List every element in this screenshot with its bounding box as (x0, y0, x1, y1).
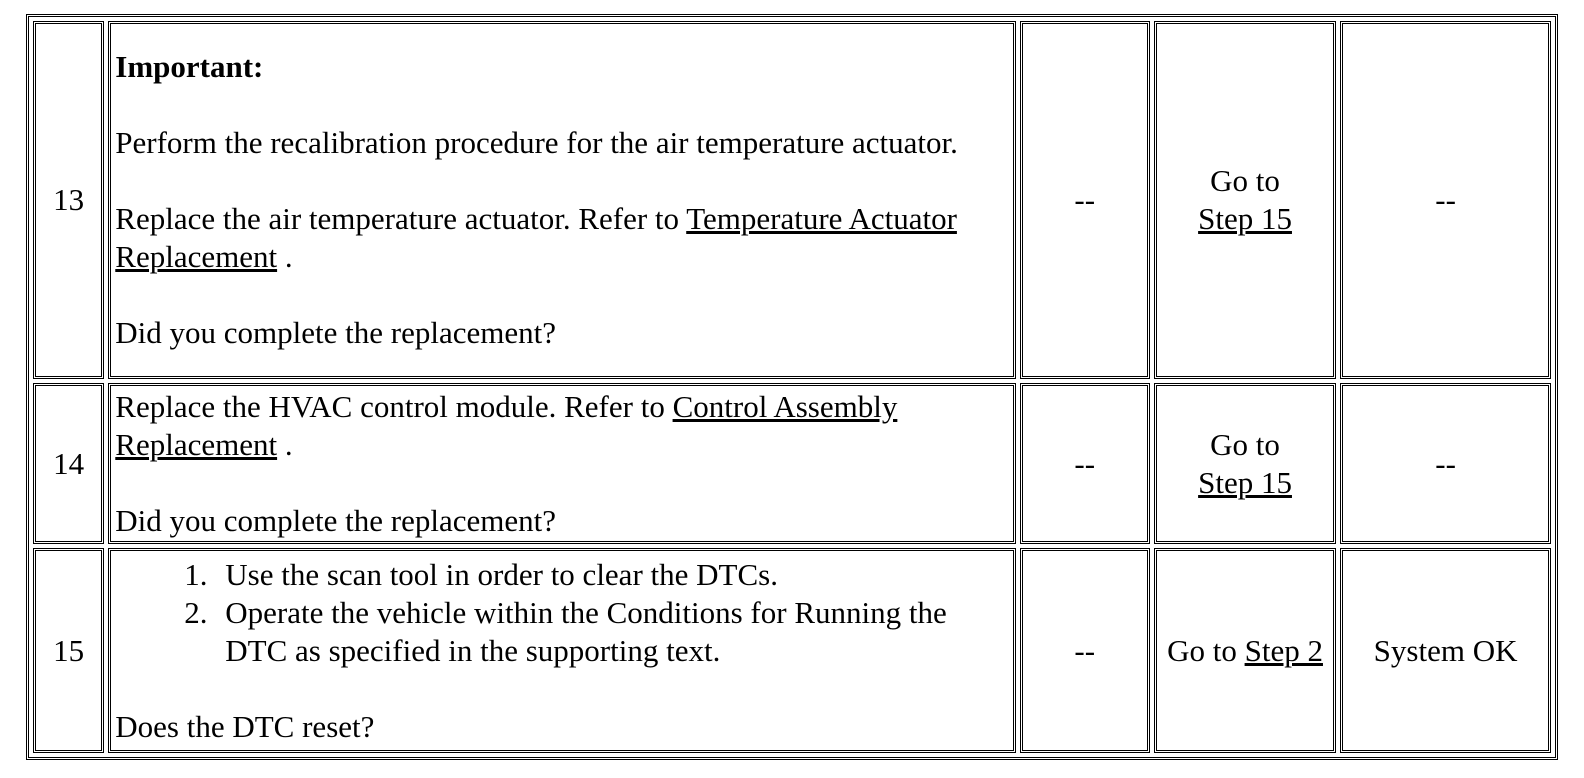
goto-label: Go to (1210, 162, 1280, 198)
step-15-link[interactable]: Step 15 (1198, 200, 1292, 236)
yes-cell (1154, 21, 1336, 379)
list-item: 2. Operate the vehicle within the Conditions for Running the DTC as specified in the supporting text. (215, 594, 1008, 670)
no-cell: System OK (1340, 548, 1551, 753)
procedure-list (115, 556, 1008, 670)
instruction-text: Replace the air temperature actuator. Refer to (115, 200, 687, 236)
question: Did you complete the replacement? (115, 502, 556, 538)
instruction-suffix: . (277, 238, 293, 274)
no-cell: -- (1340, 383, 1551, 545)
question: Did you complete the replacement? (115, 314, 556, 350)
action-cell (108, 383, 1015, 545)
temperature-actuator-replacement-link[interactable]: Temperature Actuator Replacement (115, 200, 957, 274)
instruction (115, 388, 1008, 464)
diagnostic-table (26, 14, 1558, 760)
important-label: Important: (115, 48, 264, 84)
important-text: Perform the recalibration procedure for the air temperature actuator. (115, 124, 958, 160)
action-cell (108, 548, 1015, 753)
no-cell: -- (1340, 21, 1551, 379)
table-row (33, 21, 1551, 379)
goto-label: Go to (1210, 426, 1280, 462)
control-assembly-replacement-link[interactable]: Control Assembly Replacement (115, 388, 898, 462)
value-cell: -- (1020, 21, 1150, 379)
instruction-text: Replace the HVAC control module. Refer to (115, 388, 673, 424)
yes-cell (1154, 548, 1336, 753)
step-15-link[interactable]: Step 15 (1198, 464, 1292, 500)
table-row (33, 383, 1551, 545)
question: Does the DTC reset? (115, 708, 375, 744)
step-2-link[interactable]: Step 2 (1244, 632, 1323, 668)
value-cell: -- (1020, 383, 1150, 545)
step-number: 15 (33, 548, 104, 753)
yes-cell (1154, 383, 1336, 545)
goto-label: Go to (1167, 632, 1245, 668)
list-item: 1. Use the scan tool in order to clear the DTCs. (215, 556, 1008, 594)
action-cell (108, 21, 1015, 379)
instruction-suffix: . (277, 426, 293, 462)
table-row (33, 548, 1551, 753)
step-number: 14 (33, 383, 104, 545)
step-number: 13 (33, 21, 104, 379)
instruction (115, 200, 1008, 276)
value-cell: -- (1020, 548, 1150, 753)
